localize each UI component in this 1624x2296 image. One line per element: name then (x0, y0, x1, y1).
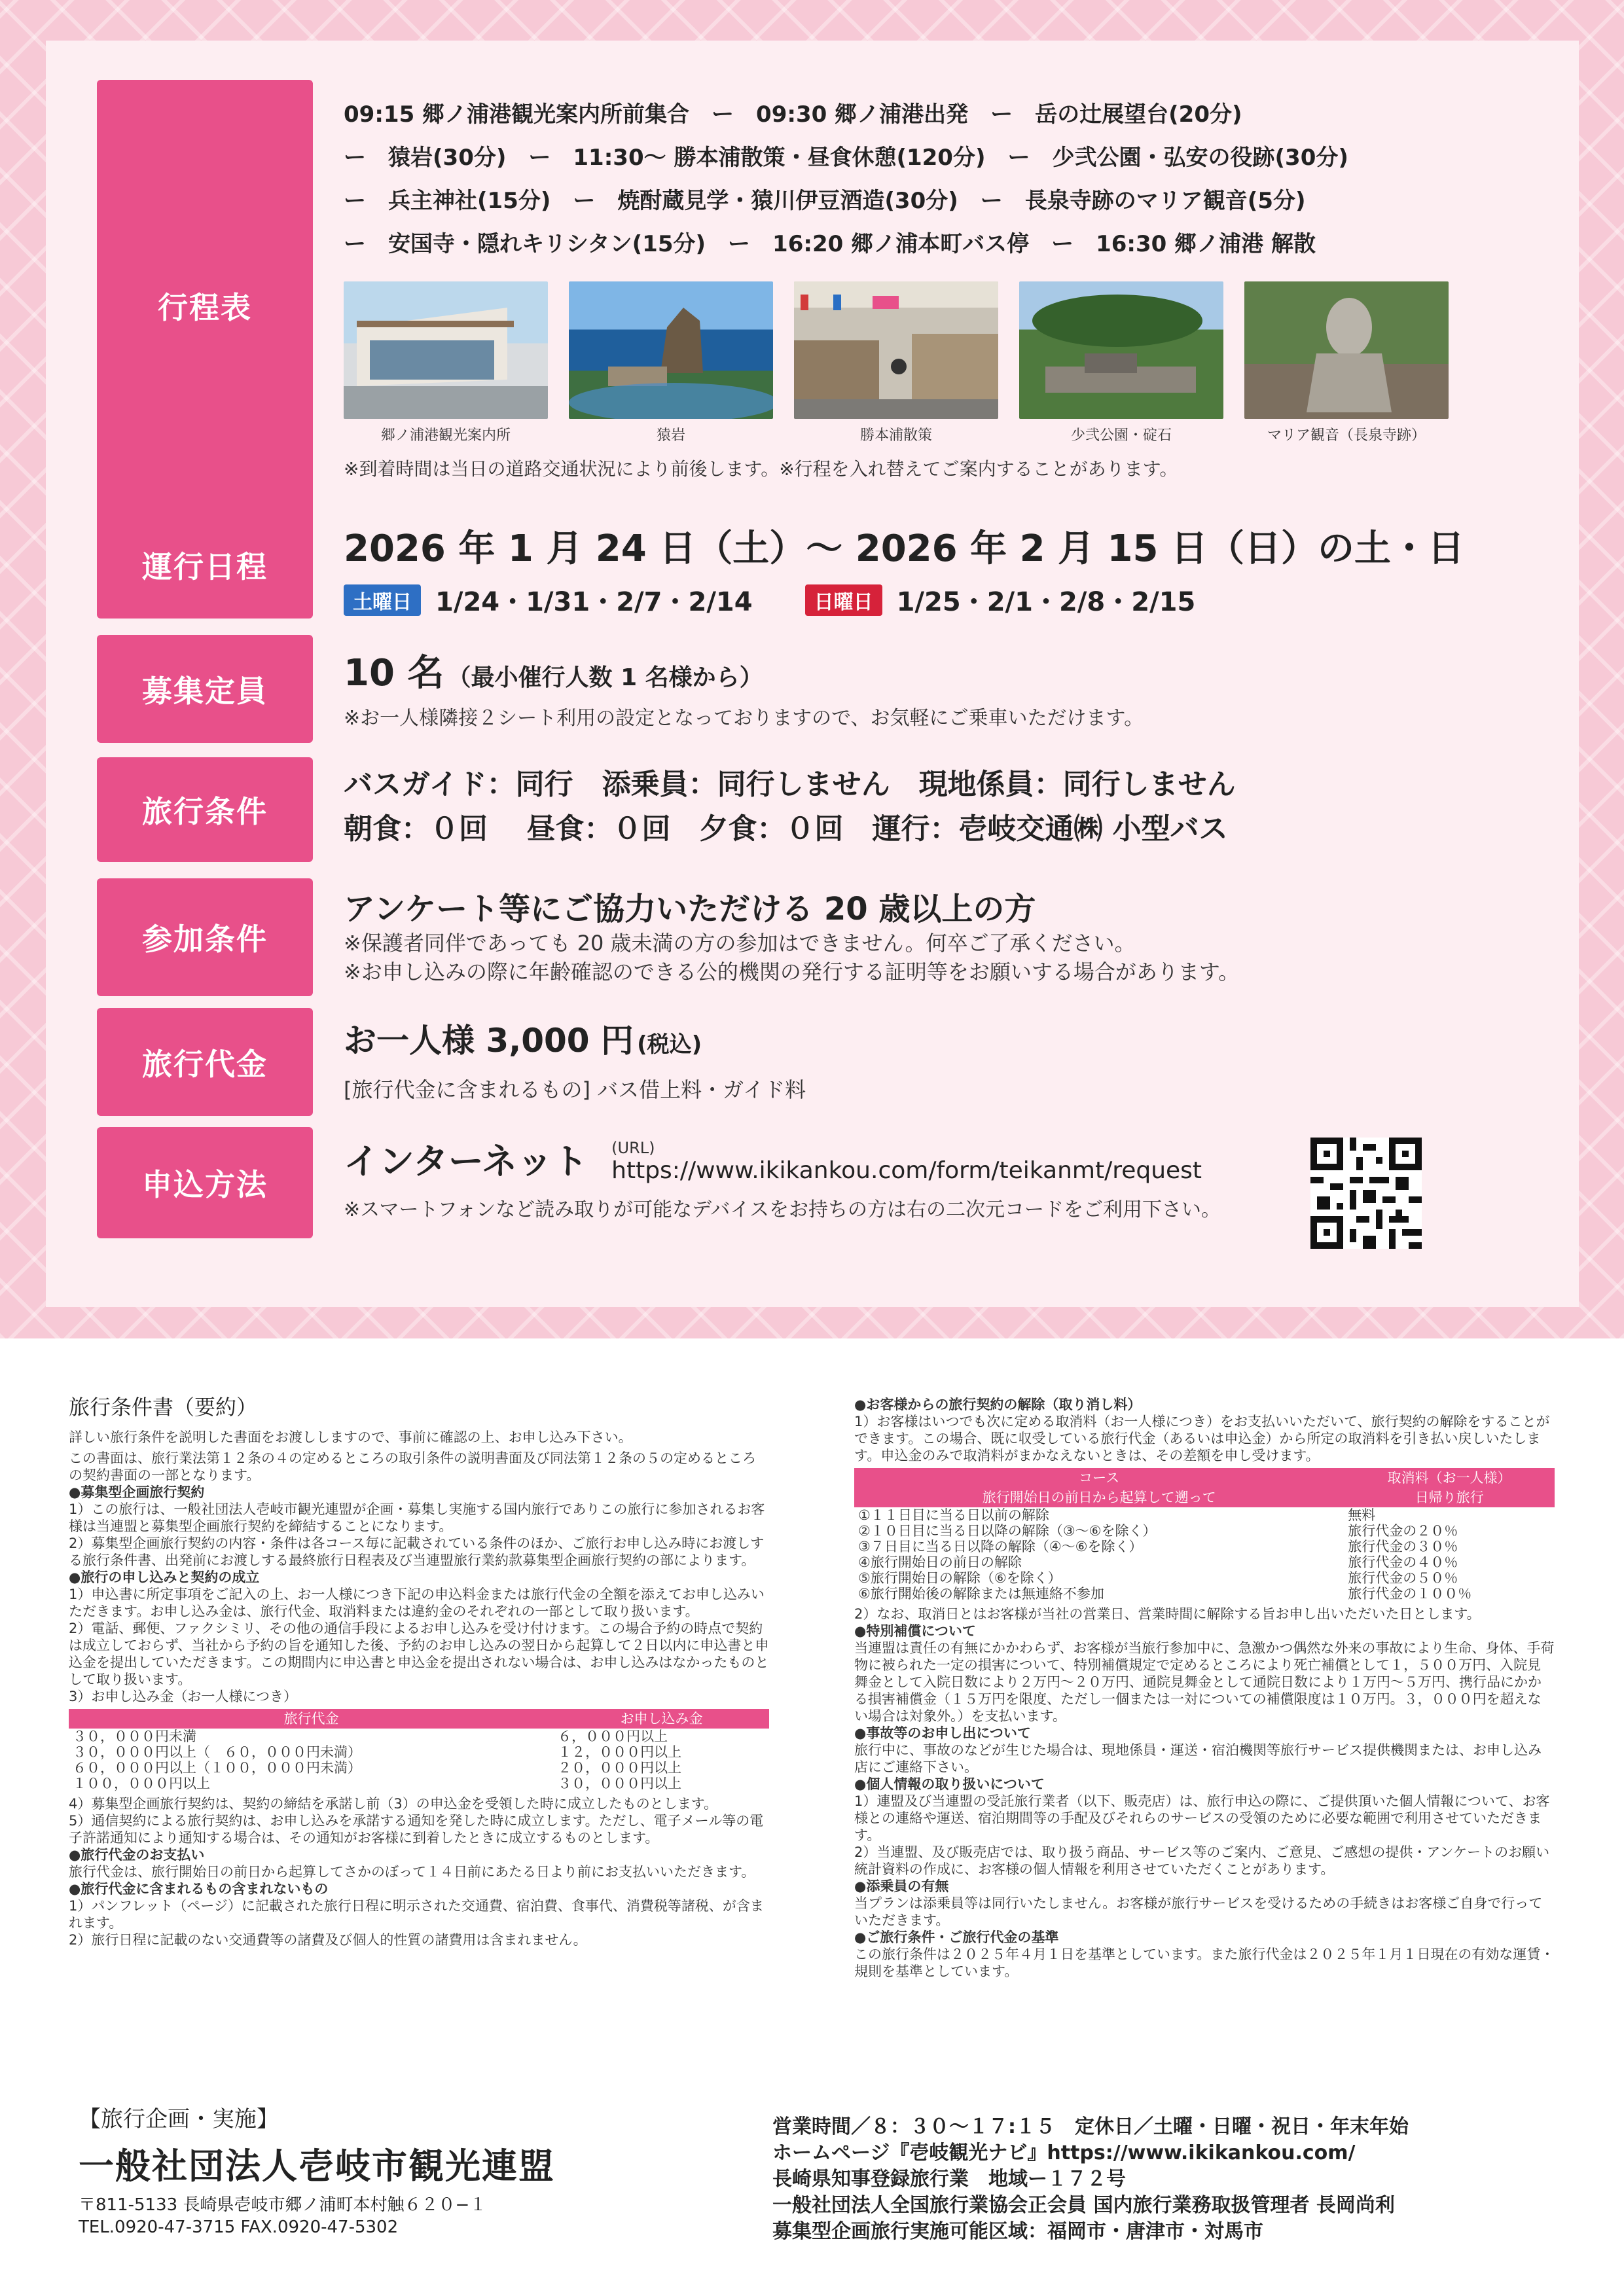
terms-item: 1）申込書に所定事項をご記入の上、お一人様につき下記の申込料金または旅行代金の全額を添えてお申し込みいただきます。お申し込み金は、旅行代金、取消料または違約金のそれぞれの一部として取り扱います。 (69, 1587, 765, 1619)
katsumoto-image (794, 281, 998, 419)
table-cell: ⑥旅行開始後の解除または無連絡不参加 (858, 1586, 1104, 1602)
itinerary-lines (344, 93, 1553, 266)
photo-katsumoto (794, 281, 998, 444)
organizer-address: 〒811-5133 長崎県壱岐市郷ノ浦町本村触６２０−１ (79, 2195, 487, 2215)
office-hours: 営業時間／８：３０〜１７:１５ 定休日／土曜・日曜・祝日・年末年始 (772, 2115, 1409, 2138)
cancel-table (854, 1468, 1555, 1602)
terms-item: 3）お申し込み金（お一人様につき） (69, 1689, 297, 1704)
terms-title: 旅行条件書（要約） (69, 1395, 258, 1420)
office-homepage[interactable]: ホームページ『壱岐観光ナビ』https://www.ikikankou.com/ (772, 2142, 1356, 2164)
table-row (69, 1729, 769, 1744)
photo-caption: 少弐公園・碇石 (1070, 427, 1172, 444)
participation-label: 参加条件 (97, 878, 313, 996)
terms-heading: ●旅行代金に含まれるもの含まれないもの (69, 1881, 329, 1897)
terms-item: 1）この旅行は、一般社団法人壱岐市観光連盟が企画・募集し実施する国内旅行でありこの旅行に参加されるお客様は当連盟と募集型企画旅行契約を締結することになります。 (69, 1501, 765, 1534)
conditions-line1: バスガイド：同行 添乗員：同行しません 現地係員：同行しません (344, 768, 1236, 801)
capacity-row (46, 635, 1579, 743)
table-cell: ①１１日目に当る日以前の解除 (858, 1507, 1049, 1523)
itinerary-note: ※到着時間は当日の道路交通状況により前後します。※行程を入れ替えてご案内することがあります。 (344, 458, 1178, 480)
terms-item: 2）電話、郵便、ファクシミリ、その他の通信手段によるお申し込みを受け付けます。この場合予約の時点で契約は成立しておらず、当社から予約の旨を通知した後、予約のお申し込みの翌日から起算して２日以内に申込書と申込金を提出していただきます。この期間内に申込書と申込金を提出されない場合は、お申し込みはなかったものとして取り扱います。 (69, 1621, 769, 1687)
capacity-note: ※お一人様隣接２シート利用の設定となっておりますので、お気軽にご乗車いただけます。 (344, 707, 1144, 730)
saruiwa-image (569, 281, 773, 419)
saturday-dates: 1/24・1/31・2/7・2/14 (435, 587, 753, 617)
price-includes: [旅行代金に含まれるもの] バス借上料・ガイド料 (344, 1077, 806, 1102)
table-row (854, 1507, 1555, 1523)
office-area: 募集型企画旅行実施可能区域：福岡市・唐津市・対馬市 (772, 2220, 1263, 2243)
table-row (854, 1523, 1555, 1539)
photo-caption: マリア観音（長泉寺跡） (1267, 427, 1426, 444)
sunday-tag: 日曜日 (805, 584, 882, 616)
info-panel (46, 41, 1579, 1307)
office-registration: 長崎県知事登録旅行業 地域ー１７２号 (772, 2168, 1126, 2191)
organizer-tel: TEL.0920-47-3715 FAX.0920-47-5302 (79, 2217, 399, 2237)
table-cell: １００，０００円以上 (73, 1776, 210, 1791)
participation-row (46, 878, 1579, 996)
terms-left-column (69, 1395, 769, 1948)
terms-heading: ●添乗員の有無 (854, 1878, 949, 1894)
schedule-content (344, 520, 1553, 619)
photo-tourist-center (344, 281, 548, 444)
photo-caption: 郷ノ浦港観光案内所 (380, 427, 511, 444)
terms-item: 2）なお、取消日とはお客様が当社の営業日、営業時間に解除する旨お申し出いただいた日とします。 (854, 1606, 1481, 1622)
itinerary-line: 09:15 郷ノ浦港観光案内所前集合 ー 09:30 郷ノ浦港出発 ー 岳の辻展望台(20分) (344, 101, 1242, 128)
table-cell: ６０，０００円以上（１００，０００円未満） (73, 1760, 361, 1776)
cancel-table-header (854, 1468, 1555, 1488)
table-header: お申し込み金 (554, 1709, 769, 1729)
table-header: 旅行代金 (69, 1709, 554, 1729)
table-header: 日帰り旅行 (1344, 1488, 1555, 1507)
deposit-table (69, 1709, 769, 1791)
deposit-table-header (69, 1709, 769, 1729)
terms-heading: ●特別補償について (854, 1623, 976, 1639)
participation-content (344, 884, 1553, 986)
terms-item: 5）通信契約による旅行契約は、お申し込みを承諾する通知を発した時に成立します。ただし、電子メール等の電子許諾通知により通知する場合は、その通知がお客様に到着したときに成立するものとします。 (69, 1813, 764, 1846)
terms-item: 2）旅行日程に記載のない交通費等の諸費及び個人的性質の諸費用は含まれません。 (69, 1932, 587, 1948)
table-header: 旅行開始日の前日から起算して遡って (854, 1488, 1344, 1507)
terms-intro: 詳しい旅行条件を説明した書面をお渡ししますので、事前に確認の上、お申し込み下さい。 (69, 1429, 632, 1445)
maria-kannon-image (1244, 281, 1449, 419)
terms-item: 旅行代金は、旅行開始日の前日から起算してさかのぼって１４日前にあたる日より前にお支払いいただきます。 (69, 1864, 755, 1880)
schedule-label: 運行日程 (97, 511, 313, 619)
table-cell: ④旅行開始日の前日の解除 (858, 1554, 1022, 1570)
apply-label: 申込方法 (97, 1127, 313, 1238)
terms-heading: ●旅行の申し込みと契約の成立 (69, 1570, 260, 1585)
terms-item: 当連盟は責任の有無にかかわらず、お客様が当旅行参加中に、急激かつ偶然な外来の事故により生命、身体、手荷物に被られた一定の損害について、特別補償規定で定めるところにより死亡補償として１，５００万円、入院見舞金として入院日数により２万円〜２０万円、通院見舞金として通院日数により１万円〜５万円、携行品にかかる損害補償金（１５万円を限度、ただし一個または一対についての補償限度は１０万円。３，０００円を超えない場合は対象外。）を支払います。 (854, 1640, 1555, 1724)
terms-intro: この書面は、旅行業法第１２条の４の定めるところの取引条件の説明書面及び同法第１２条の５の定めるところの契約書面の一部となります。 (69, 1450, 756, 1483)
table-row (69, 1744, 769, 1760)
office-block (772, 2114, 1604, 2245)
apply-row (46, 1127, 1579, 1238)
table-cell: ３０，０００円以上（ ６０，０００円未満） (73, 1744, 361, 1760)
table-cell: ６，０００円以上 (558, 1729, 668, 1744)
conditions-row (46, 757, 1579, 862)
terms-heading: ●ご旅行条件・ご旅行代金の基準 (854, 1929, 1059, 1945)
participation-main: アンケート等にご協力いただける 20 歳以上の方 (344, 891, 1036, 927)
cancel-table-subheader (854, 1488, 1555, 1507)
url-label: (URL) (611, 1139, 655, 1157)
terms-right-column (854, 1396, 1555, 1980)
terms-heading: ●旅行代金のお支払い (69, 1847, 205, 1863)
itinerary-line: ー 安国寺・隠れキリシタン(15分) ー 16:20 郷ノ浦本町バス停 ー 16:30 郷ノ浦港 解散 (344, 231, 1316, 257)
conditions-line2: 朝食：０回 昼食：０回 夕食：０回 運行：壱岐交通㈱ 小型バス (344, 812, 1228, 846)
conditions-label: 旅行条件 (97, 757, 313, 862)
table-row (854, 1586, 1555, 1602)
table-cell: 無料 (1348, 1507, 1376, 1523)
organizer-name: 一般社団法人壱岐市観光連盟 (79, 2145, 555, 2187)
apply-note: ※スマートフォンなど読み取りが可能なデバイスをお持ちの方は右の二次元コードをご利用下さい。 (344, 1198, 1221, 1221)
capacity-label: 募集定員 (97, 635, 313, 743)
saturday-tag: 土曜日 (344, 584, 421, 616)
table-cell: 旅行代金の１００％ (1348, 1586, 1472, 1602)
apply-content (344, 1134, 1553, 1225)
photo-shoni-park (1019, 281, 1223, 444)
table-row (69, 1760, 769, 1776)
photo-caption: 勝本浦散策 (859, 427, 932, 444)
capacity-content (344, 644, 1553, 733)
terms-section (0, 1338, 1624, 2296)
apply-main: インターネット (344, 1141, 588, 1182)
terms-item: 2）募集型企画旅行契約の内容・条件は各コース毎に記載されている条件のほか、ご旅行お申し込み時にお渡しする旅行条件書、出発前にお渡しする最終旅行日程表及び当連盟旅行業約款募集型企画旅行契約の部によります。 (69, 1535, 765, 1568)
price-content (344, 1014, 1553, 1103)
itinerary-line: ー 猿岩(30分) ー 11:30〜 勝本浦散策・昼食休憩(120分) ー 少弐公園・弘安の役跡(30分) (344, 145, 1348, 171)
schedule-main: 2026 年 1 月 24 日（土）〜 2026 年 2 月 15 日（日）の土・日 (344, 528, 1464, 570)
table-row (854, 1554, 1555, 1570)
terms-item: 旅行中に、事故のなどが生じた場合は、現地係員・運送・宿泊機関等旅行サービス提供機関または、お申し込み店にご連絡下さい。 (854, 1742, 1542, 1775)
table-cell: ２０，０００円以上 (558, 1760, 682, 1776)
terms-item: 1）お客様はいつでも次に定める取消料（お一人様につき）をお支払いいただいて、旅行契約の解除をすることができます。この場合、既に収受している旅行代金（あるいは申込金）から所定の取消料を引き払い戻しいたします。申込金のみで取消料がまかなえないときは、その差額を申し受けます。 (854, 1414, 1550, 1463)
itinerary-row (46, 80, 1579, 531)
qr-code[interactable] (1310, 1138, 1422, 1249)
shoni-park-image (1019, 281, 1223, 419)
apply-url[interactable]: https://www.ikikankou.com/form/teikanmt/request (611, 1157, 1202, 1184)
table-row (854, 1539, 1555, 1554)
office-member: 一般社団法人全国旅行業協会正会員 国内旅行業務取扱管理者 長岡尚利 (772, 2194, 1395, 2217)
photo-caption: 猿岩 (656, 427, 685, 444)
photo-saruiwa (569, 281, 773, 444)
table-row (854, 1570, 1555, 1586)
organizer-block (79, 2101, 799, 2238)
schedule-row (46, 511, 1579, 619)
price-row (46, 1008, 1579, 1116)
itinerary-content (344, 93, 1553, 481)
terms-item: 4）募集型企画旅行契約は、契約の締結を承諾し前（3）の申込金を受領した時に成立したものとします。 (69, 1796, 718, 1812)
conditions-content (344, 762, 1553, 852)
terms-item: 1）パンフレット（ページ）に記載された旅行日程に明示された交通費、宿泊費、食事代、消費税等諸税、が含まれます。 (69, 1898, 764, 1931)
itinerary-photos (344, 281, 1553, 444)
table-cell: ③７日目に当る日以降の解除（④〜⑥を除く） (858, 1539, 1143, 1554)
itinerary-line: ー 兵主神社(15分) ー 焼酎蔵見学・猿川伊豆酒造(30分) ー 長泉寺跡のマリア観音(5分) (344, 188, 1306, 214)
terms-item: 当プランは添乗員等は同行いたしません。お客様が旅行サービスを受けるための手続きはお客様ご自身で行っていただきます。 (854, 1895, 1543, 1928)
capacity-sub: （最小催行人数 1 名様から） (447, 664, 763, 691)
table-cell: 旅行代金の４０％ (1348, 1554, 1458, 1570)
table-cell: 旅行代金の５０％ (1348, 1570, 1458, 1586)
terms-heading: ●事故等のお申し出について (854, 1725, 1031, 1741)
table-header: 取消料（お一人様） (1344, 1468, 1555, 1488)
tourist-center-image (344, 281, 548, 419)
table-cell: 旅行代金の２０％ (1348, 1523, 1458, 1539)
capacity-main: 10 名 (344, 652, 444, 694)
participation-note2: ※お申し込みの際に年齢確認のできる公的機関の発行する証明等をお願いする場合があります。 (344, 960, 1240, 984)
price-main: お一人様 3,000 円 (344, 1022, 634, 1060)
table-row (69, 1776, 769, 1791)
participation-note1: ※保護者同伴であっても 20 歳未満の方の参加はできません。何卒ご了承ください。 (344, 931, 1136, 956)
schedule-days (344, 581, 1553, 619)
table-cell: １２，０００円以上 (558, 1744, 682, 1760)
itinerary-label: 行程表 (97, 80, 313, 531)
terms-heading: ●募集型企画旅行契約 (69, 1484, 205, 1500)
photo-maria-kannon (1244, 281, 1449, 444)
table-cell: 旅行代金の３０％ (1348, 1539, 1458, 1554)
table-cell: ３０，０００円以上 (558, 1776, 682, 1791)
terms-item: この旅行条件は２０２５年４月１日を基準としています。また旅行代金は２０２５年１月１日現在の有効な運賃・規則を基準としています。 (854, 1946, 1555, 1979)
organizer-title: 【旅行企画・実施】 (79, 2106, 279, 2132)
table-header: コース (854, 1468, 1344, 1488)
terms-item: 2）当連盟、及び販売店では、取り扱う商品、サービス等のご案内、ご意見、ご感想の提供・アンケートのお願い統計資料の作成に、お客様の個人情報を利用させていただくことがあります。 (854, 1844, 1550, 1877)
terms-heading: ●個人情報の取り扱いについて (854, 1776, 1045, 1792)
price-tax: (税込) (637, 1031, 702, 1058)
terms-heading: ●お客様からの旅行契約の解除（取り消し料） (854, 1397, 1142, 1412)
table-cell: ②１０日目に当る日以降の解除（③〜⑥を除く） (858, 1523, 1157, 1539)
price-label: 旅行代金 (97, 1008, 313, 1116)
terms-item: 1）連盟及び当連盟の受託旅行業者（以下、販売店）は、旅行申込の際に、ご提供頂いた個人情報について、お客様との連絡や運送、宿泊期間等の手配及びそれらのサービスの受領のために必要な範囲で利用させていただきます。 (854, 1793, 1550, 1843)
table-cell: ⑤旅行開始日の解除（⑥を除く） (858, 1570, 1062, 1586)
table-cell: ３０，０００円未満 (73, 1729, 196, 1744)
sunday-dates: 1/25・2/1・2/8・2/15 (896, 587, 1196, 617)
